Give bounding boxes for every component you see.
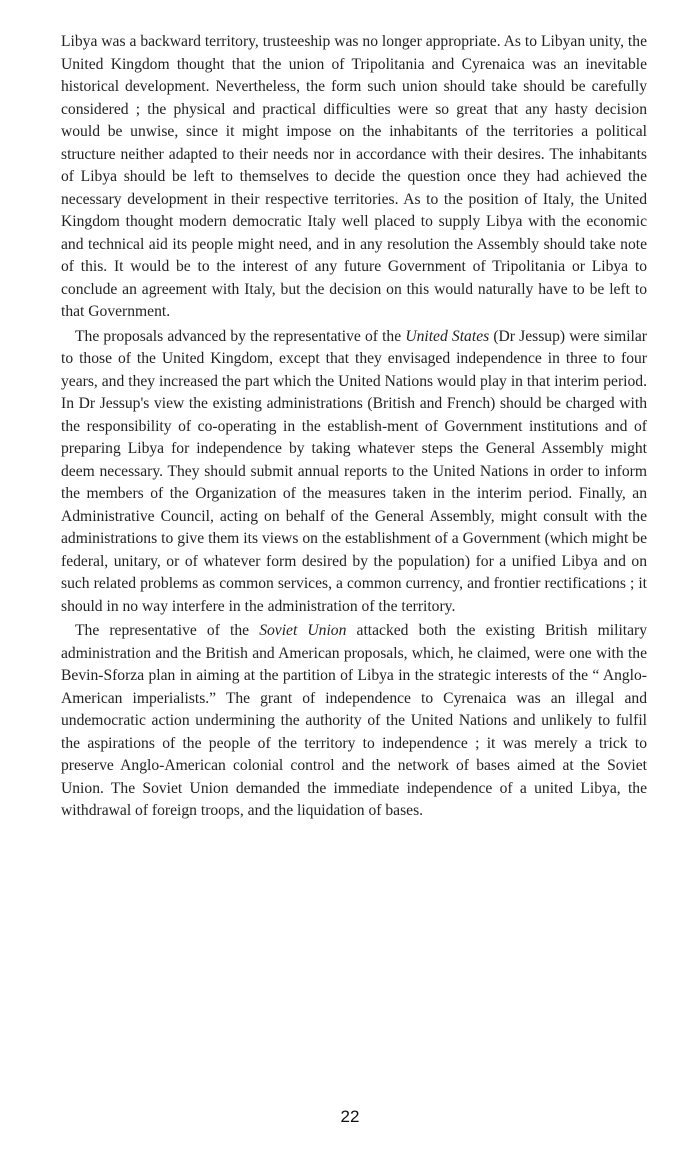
page-number: 22 xyxy=(340,1107,360,1126)
paragraph-1-text: Libya was a backward territory, trusteeship was no longer appropriate. As to Libyan unity, the United Kingdom thought that the union of Tripolitania and Cyrenaica was an inevitable historical development. Nevertheless, the form such union should take should be carefully considered ; the physical and practical difficulties were so great that any hasty decision would be unwise, since it might impose on the inhabitants of the territories a political structure neither adapted to their needs nor in accordance with their desires. The inhabitants of Libya should be left to themselves to decide the question once they had achieved the necessary development in their respective territories. As to the position of Italy, the United Kingdom thought modern democratic Italy well placed to supply Libya with the economic and technical aid its people might need, and in any resolution the Assembly should take note of this. It would be to the interest of any future Government of Tripolitania or Libya to conclude an agreement with Italy, but the decision on this would naturally have to be left to that Government. xyxy=(61,33,647,320)
paragraph-2 xyxy=(61,326,647,619)
paragraph-3-text-a: The representative of the xyxy=(75,622,260,639)
country-united-states: United States xyxy=(405,327,490,345)
paragraph-2-text-a: The proposals advanced by the representative of the xyxy=(75,327,406,345)
paragraph-1 xyxy=(61,31,647,324)
paragraph-2-text-b: (Dr Jessup) were similar to those of the United Kingdom, except that they envisaged independence in three to four years, and they increased the part which the United Nations would play in that interim period. In Dr Jessup's view the existing administrations (British and French) should be charged with the responsibility of co-operating in the establish-ment of Government institutions and of preparing Libya for independence by taking whatever steps the General Assembly might deem necessary. They should submit annual reports to the United Nations in order to inform the members of the Organization of the measures taken in the interim period. Finally, an Administrative Council, acting on behalf of the General Assembly, might consult with the administrations to give them its views on the establishment of a Government (which might be federal, unitary, or of whatever form desired by the population) for a unified Libya and on such related problems as common services, a common currency, and frontier rectifications ; it should in no way interfere in the administration of the territory. xyxy=(61,327,648,615)
paragraph-3 xyxy=(61,620,647,823)
country-soviet-union: Soviet Union xyxy=(259,622,347,639)
body-text xyxy=(61,31,647,823)
paragraph-3-text-b: attacked both the existing British military administration and the British and American proposals, which, he claimed, were one with the Bevin-Sforza plan in aiming at the partition of Libya in the strategic interests of the “ Anglo-American imperialists.” The grant of independence to Cyrenaica was an illegal and undemocratic action undermining the authority of the United Nations and unlikely to fulfil the aspirations of the people of the territory to independence ; it was merely a trick to preserve Anglo-American colonial control and the network of bases aimed at the Soviet Union. The Soviet Union demanded the immediate independence of a united Libya, the withdrawal of foreign troops, and the liquidation of bases. xyxy=(61,622,648,819)
